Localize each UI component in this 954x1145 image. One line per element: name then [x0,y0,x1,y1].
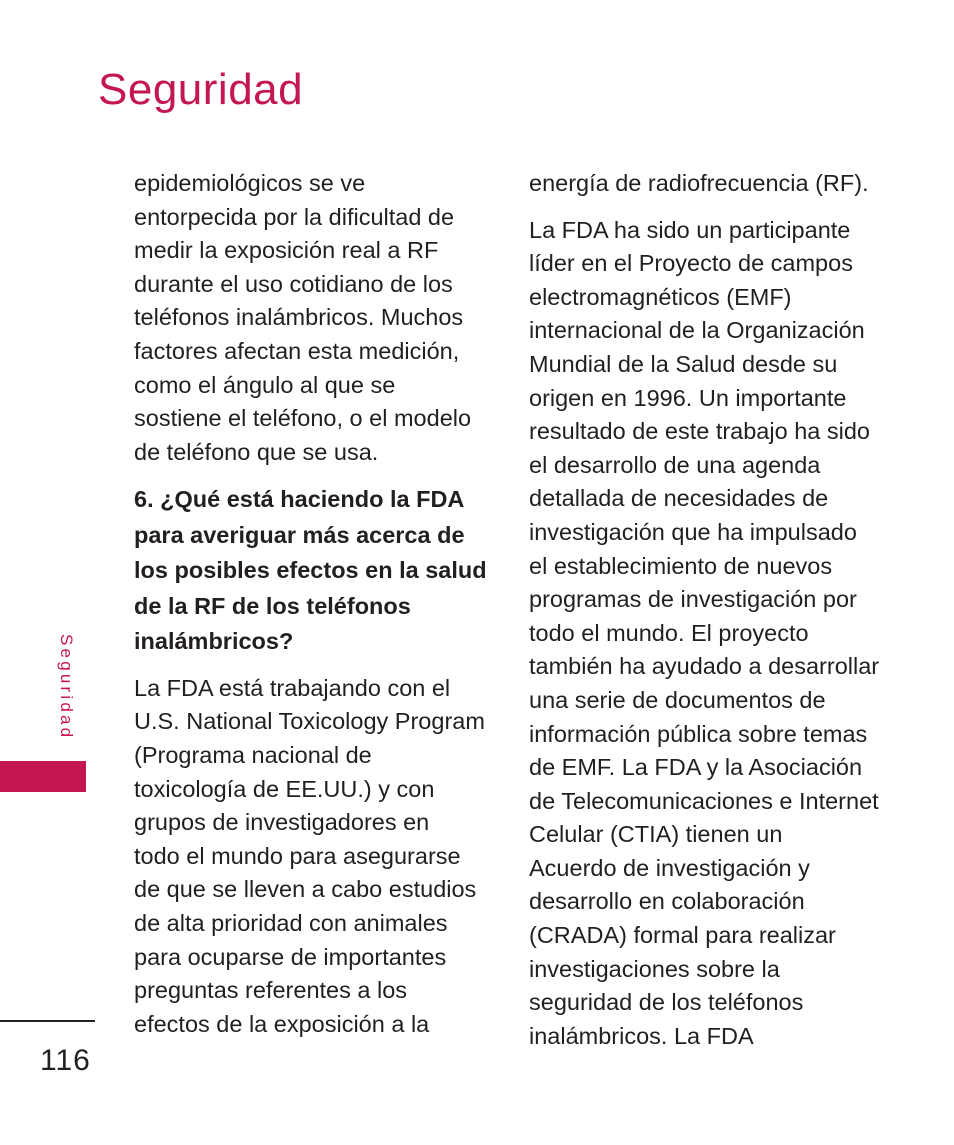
left-column [134,167,494,1041]
right-column [529,167,889,1053]
footer-divider [0,1020,95,1022]
page-title: Seguridad [98,65,304,114]
side-tab-marker [0,761,86,792]
side-tab-label: Seguridad [57,634,76,741]
body-paragraph: La FDA está trabajando con el U.S. National Toxicology Program (Programa nacional de toxicología de EE.UU.) y con grupos de investigadores en todo el mundo para asegurarse de que se lleven a cabo estudios de alta prioridad con animales para ocuparse de importantes preguntas referentes a los efectos de la exposición a la [134,674,485,1037]
body-paragraph: energía de radiofrecuencia (RF). [529,170,869,196]
body-paragraph: epidemiológicos se ve entorpecida por la dificultad de medir la exposición real a RF durante el uso cotidiano de los teléfonos inalámbricos. Muchos factores afectan esta medición, como el ángulo al que se sostiene el teléfono, o el modelo de teléfono que se usa. [134,170,472,465]
page-number: 116 [40,1044,91,1077]
body-paragraph: La FDA ha sido un participante líder en el Proyecto de campos electromagnéticos (EMF) internacional de la Organización Mundial de la Salud desde su origen en 1996. Un importante resultado de este trabajo ha sido el desarrollo de una agenda detallada de necesidades de investigación que ha impulsado el establecimiento de nuevos programas de investigación por todo el mundo. El proyecto también ha ayudado a desarrollar una serie de documentos de información pública sobre temas de EMF. La FDA y la Asociación de Telecomunicaciones e Internet Celular (CTIA) tienen un Acuerdo de investigación y desarrollo en colaboración (CRADA) formal para realizar investigaciones sobre la seguridad de los teléfonos inalámbricos. La FDA [529,216,880,1049]
question-heading: 6. ¿Qué está haciendo la FDA para averiguar más acerca de los posibles efectos en la salud de la RF de los teléfonos inalámbricos? [134,486,487,655]
